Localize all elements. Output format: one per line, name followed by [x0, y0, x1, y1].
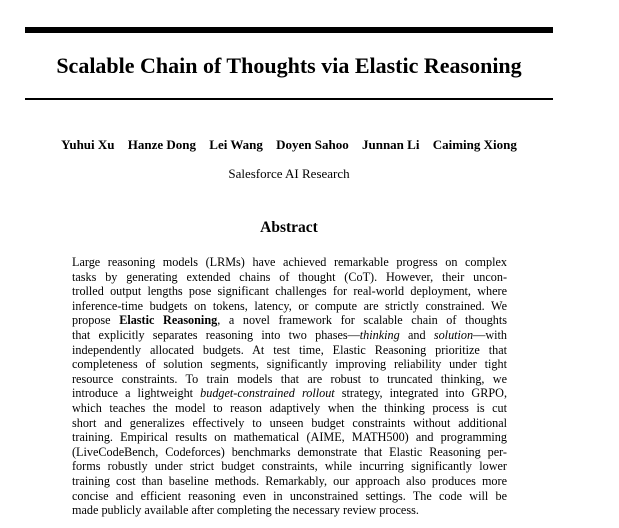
author-name: Lei Wang — [209, 137, 263, 152]
author-name: Junnan Li — [361, 137, 420, 152]
abstract-line: completeness of solution segments, significantly improving reliability under tight — [72, 357, 507, 372]
abstract-line: that explicitly separates reasoning into two phases—thinking and solution—with — [72, 327, 507, 342]
abstract-line: trolled output lengths pose significant challenges for real-world deployment, where — [72, 284, 507, 299]
abstract-line: training cost than baseline methods. Remarkably, our approach also produces more — [72, 473, 507, 488]
abstract-heading: Abstract — [260, 219, 318, 236]
abstract-line: independently allocated budgets. At test time, Elastic Reasoning prioritize that — [72, 342, 507, 357]
author-name: Caiming Xiong — [432, 137, 517, 152]
abstract-line: which teaches the model to reason adaptively when the thinking process is cut — [72, 400, 507, 415]
abstract-line: training. Empirical results on mathematical (AIME, MATH500) and programming — [72, 430, 507, 445]
abstract-line: short and generalizes effectively to unseen budget constraints without additional — [72, 415, 507, 430]
author-name: Doyen Sahoo — [276, 137, 349, 152]
author-list — [25, 136, 553, 153]
method-name: Elastic Reasoning — [119, 313, 218, 328]
abstract-line: (LiveCodeBench, Codeforces) benchmarks demonstrate that Elastic Reasoning per- — [72, 444, 507, 459]
abstract-line: propose Elastic Reasoning, a novel framework for scalable chain of thoughts — [72, 313, 508, 328]
abstract-line: introduce a lightweight budget-constrained rollout strategy, integrated into GRPO, — [72, 386, 507, 401]
abstract-line: made publicly available after completing the necessary review process. — [72, 503, 419, 518]
abstract-line: tasks by generating extended chains of thought (CoT). However, their uncon- — [72, 269, 507, 284]
affiliation: Salesforce AI Research — [228, 166, 350, 181]
title-bottom-rule — [25, 98, 553, 100]
abstract-body — [72, 255, 507, 518]
paper-title: Scalable Chain of Thoughts via Elastic Reasoning — [56, 53, 522, 78]
abstract-line: concise and efficient reasoning even in unconstrained settings. The code will be — [72, 488, 507, 503]
author-name: Yuhui Xu — [61, 137, 115, 152]
abstract-line: inference-time budgets on tokens, latency, or compute are strictly constrained. We — [72, 298, 507, 313]
title-top-rule — [25, 27, 553, 33]
abstract-line: resource constraints. To train models that are robust to truncated thinking, we — [72, 371, 507, 386]
abstract-line: forms robustly under strict budget constraints, while incurring significantly lower — [72, 459, 507, 474]
author-name: Hanze Dong — [127, 137, 197, 152]
abstract-line: Large reasoning models (LRMs) have achieved remarkable progress on complex — [72, 255, 507, 269]
